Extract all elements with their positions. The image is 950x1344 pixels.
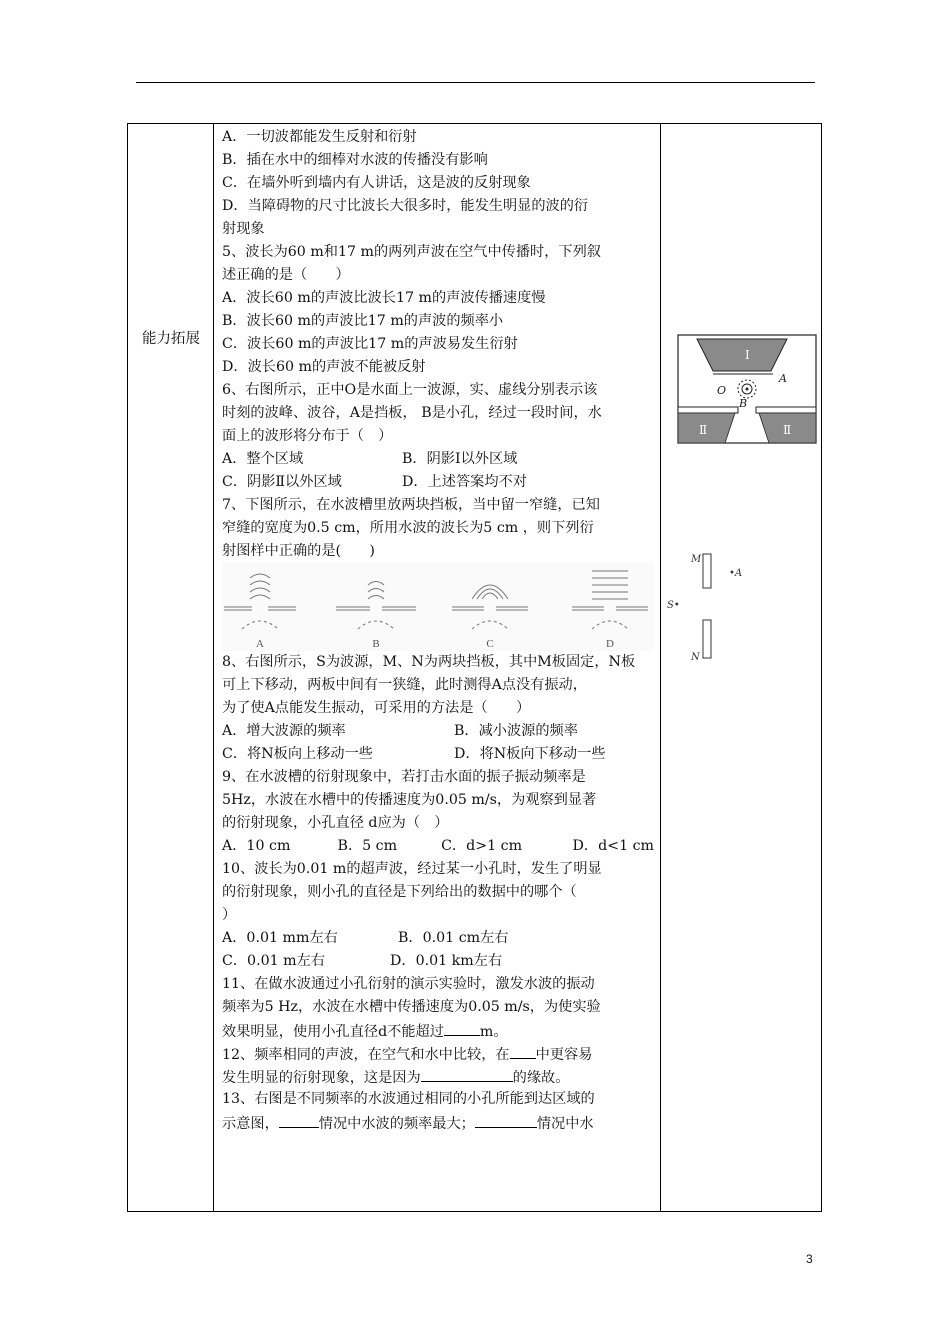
text-line (222, 1019, 654, 1042)
option-d: D．上述答案均不对 (402, 474, 527, 490)
text-line: 的衍射现象，则小孔的直径是下列给出的数据中的哪个（ (222, 884, 577, 900)
option-a: A．0.01 mm左右 (222, 930, 338, 946)
plate-label-m: M (691, 554, 702, 565)
point-label: O (717, 384, 727, 397)
text-line: 5、波长为60 m和17 m的两列声波在空气中传播时，下列叙 (222, 244, 601, 260)
blank-line (475, 1111, 537, 1128)
option-c: C．阴影Ⅱ以外区域 (222, 474, 342, 490)
row-label: 能力拓展 (142, 331, 200, 347)
option-b: B．5 cm (337, 838, 398, 854)
wave-source-diagram (677, 334, 817, 444)
figure-label: D (606, 638, 614, 650)
text-line (222, 1111, 654, 1134)
text-line: 射图样中正确的是( ) (222, 543, 375, 559)
q13-text: 情况中水波的频率最大； (318, 1116, 475, 1132)
option-d: D．0.01 km左右 (390, 953, 503, 969)
text-line: A．一切波都能发生反射和衍射 (222, 129, 417, 145)
text-line: 面上的波形将分布于（ ） (222, 428, 393, 444)
text-line (222, 1065, 654, 1088)
point-label: A (779, 372, 787, 385)
blank-line (444, 1019, 480, 1036)
option-c: C．0.01 m左右 (222, 953, 325, 969)
q6-options-row (222, 448, 654, 471)
question-content (222, 126, 654, 1134)
text-line: C．在墙外听到墙内有人讲话，这是波的反射现象 (222, 175, 531, 191)
text-line: D．当障碍物的尺寸比波长大很多时，能发生明显的波的衍 (222, 198, 589, 214)
text-line: 9、在水波槽的衍射现象中，若打击水面的振子振动频率是 (222, 769, 586, 785)
option-a: A．增大波源的频率 (222, 723, 346, 739)
point-a-label: •A (729, 568, 743, 579)
q11-text: 效果明显，使用小孔直径d不能超过 (222, 1024, 444, 1040)
text-line: A．波长60 m的声波比波长17 m的声波传播速度慢 (222, 290, 546, 306)
option-a: A．10 cm (222, 838, 291, 854)
text-line: 窄缝的宽度为0.5 cm，所用水波的波长为5 cm ，则下列衍 (222, 520, 594, 536)
text-line: C．波长60 m的声波比17 m的声波易发生衍射 (222, 336, 518, 352)
source-label: S• (667, 600, 680, 611)
text-line: B．插在水中的细棒对水波的传播没有影响 (222, 152, 488, 168)
text-line: 射现象 (222, 221, 265, 237)
region-label: Ⅰ (745, 348, 750, 362)
question-column (214, 124, 661, 1211)
text-line: 8、右图所示，S为波源，M、N为两块挡板，其中M板固定，N板 (222, 654, 636, 670)
plate-label-n: N (691, 652, 700, 663)
option-d: D．d<1 cm (572, 838, 654, 854)
text-line: 5Hz，水波在水槽中的传播速度为0.05 m/s，为观察到显著 (222, 792, 597, 808)
text-line: 7、下图所示，在水波槽里放两块挡板，当中留一窄缝，已知 (222, 497, 600, 513)
text-line: 频率为5 Hz，水波在水槽中传播速度为0.05 m/s，为使实验 (222, 999, 601, 1015)
page-number: 3 (806, 1252, 813, 1266)
blank-line (279, 1111, 319, 1128)
q12-text: 发生明显的衍射现象，这是因为 (222, 1070, 421, 1086)
text-line: 6、右图所示，正中O是水面上一波源，实、虚线分别表示该 (222, 382, 598, 398)
q12-text: 12、频率相同的声波，在空气和水中比较，在 (222, 1047, 510, 1063)
text-line: ） (222, 907, 237, 923)
q12-text: 中更容易 (535, 1047, 593, 1063)
question-table (127, 123, 822, 1212)
option-b: B．阴影Ⅰ以外区域 (402, 451, 518, 467)
diffraction-figures (222, 563, 654, 651)
text-line: 述正确的是（ ） (222, 267, 350, 283)
text-line: 的衍射现象，小孔直径 d应为（ ） (222, 815, 449, 831)
q11-tail: m。 (479, 1024, 508, 1040)
figure-label: A (256, 638, 264, 650)
blank-line (510, 1042, 536, 1059)
option-d: D．将N板向下移动一些 (454, 746, 606, 762)
q10-options-row (222, 950, 654, 973)
figure-label: B (372, 638, 380, 650)
text-line: 可上下移动，两板中间有一狭缝，此时测得A点没有振动， (222, 677, 587, 693)
region-label: Ⅱ (699, 423, 708, 437)
option-a: A．整个区域 (222, 451, 304, 467)
text-line: B．波长60 m的声波比17 m的声波的频率小 (222, 313, 504, 329)
text-line: 13、右图是不同频率的水波通过相同的小孔所能到达区域的 (222, 1091, 595, 1107)
figure-column (661, 124, 821, 1211)
text-line (222, 1042, 654, 1065)
q13-text: 情况中水 (536, 1116, 594, 1132)
baffle-diagram (667, 544, 767, 664)
q12-text: 的缘故。 (512, 1070, 570, 1086)
option-b: B．0.01 cm左右 (398, 930, 509, 946)
region-label: Ⅱ (783, 423, 792, 437)
option-c: C．将N板向上移动一些 (222, 746, 373, 762)
text-line: 11、在做水波通过小孔衍射的演示实验时，激发水波的振动 (222, 976, 595, 992)
q9-options-row (222, 835, 654, 858)
label-column (128, 124, 214, 1211)
header-rule (136, 82, 815, 83)
q8-options-row (222, 720, 654, 743)
text-line: 10、波长为0.01 m的超声波，经过某一小孔时，发生了明显 (222, 861, 602, 877)
option-b: B．减小波源的频率 (454, 723, 578, 739)
q8-options-row (222, 743, 654, 766)
text-line: 为了使A点能发生振动，可采用的方法是（ ） (222, 700, 531, 716)
text-line: 时刻的波峰、波谷，A是挡板， B是小孔，经过一段时间，水 (222, 405, 602, 421)
q13-text: 示意图， (222, 1116, 279, 1132)
figure-label: C (486, 638, 494, 650)
point-label: B (739, 397, 748, 410)
option-c: C．d>1 cm (441, 838, 523, 854)
q6-options-row (222, 471, 654, 494)
q10-options-row (222, 927, 654, 950)
blank-line (421, 1065, 513, 1082)
text-line: D．波长60 m的声波不能被反射 (222, 359, 426, 375)
